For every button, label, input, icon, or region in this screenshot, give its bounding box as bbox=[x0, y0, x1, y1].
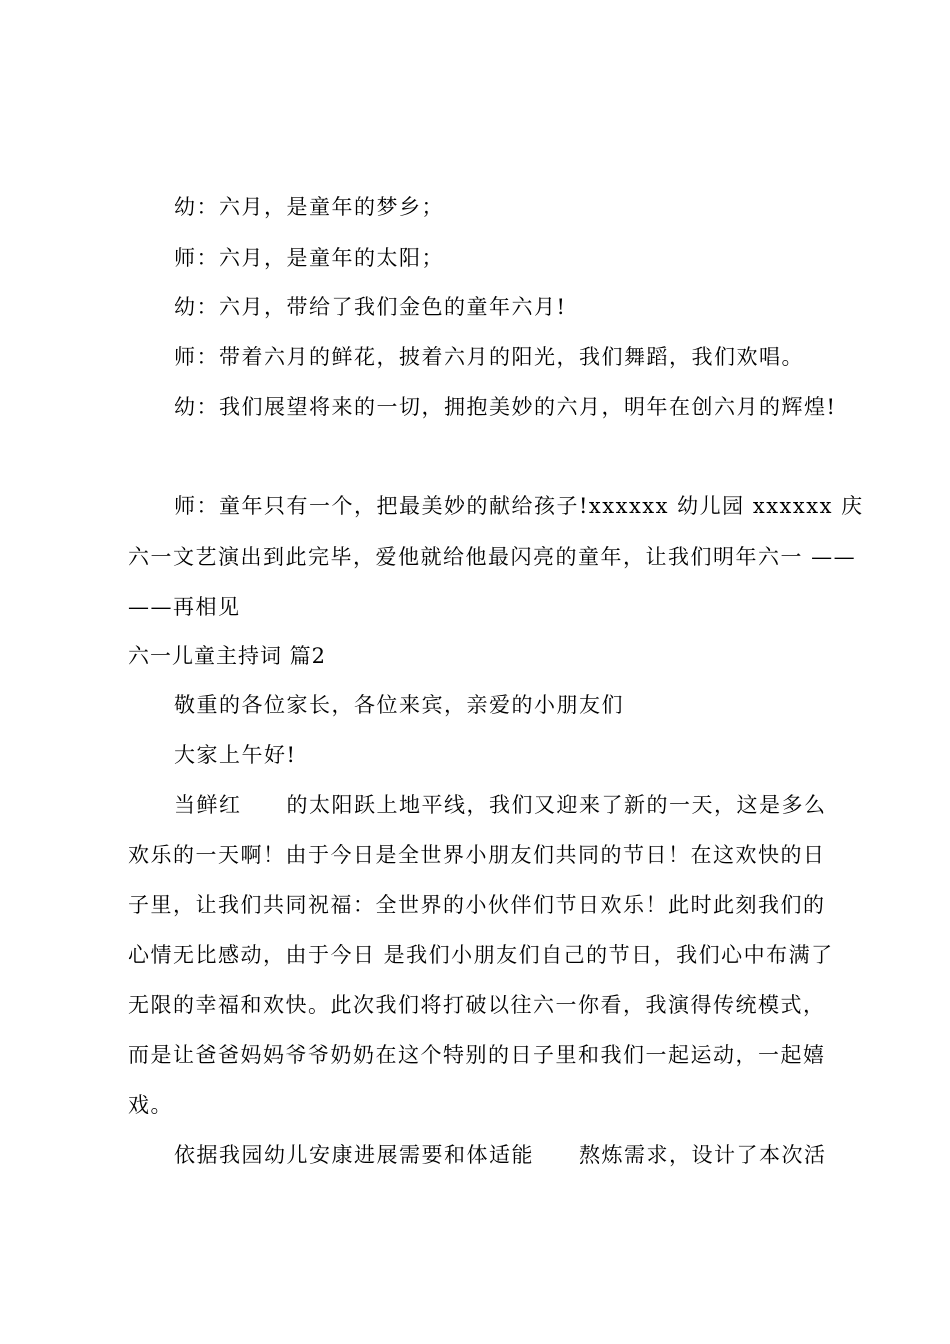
closing-line-2: 六一文艺演出到此完毕，爱他就给他最闪亮的童年，让我们明年六一 —— bbox=[128, 545, 857, 569]
paragraph-line: 戏。 bbox=[128, 1093, 173, 1117]
paragraph-line: 欢乐的一天啊！由于今日是全世界小朋友们共同的节日！在这欢快的日 bbox=[128, 843, 826, 867]
hello-line: 大家上午好! bbox=[174, 743, 297, 767]
paragraph-line: 心情无比感动，由于今日 是我们小朋友们自己的节日，我们心中布满了 bbox=[128, 943, 834, 967]
paragraph-2-line-1: 依据我园幼儿安康进展需要和体适能 熬炼需求，设计了本次活 bbox=[174, 1143, 827, 1167]
greeting-line: 敬重的各位家长，各位来宾，亲爱的小朋友们 bbox=[174, 693, 624, 717]
dialogue-line-1: 幼：六月，是童年的梦乡； bbox=[174, 195, 444, 219]
paragraph-line: 无限的幸福和欢快。此次我们将打破以往六一你看，我演得传统模式， bbox=[128, 993, 826, 1017]
closing-line-1: 师：童年只有一个，把最美妙的献给孩子!xxxxxx 幼儿园 xxxxxx 庆 bbox=[174, 494, 864, 518]
paragraph-line: 子里，让我们共同祝福：全世界的小伙伴们节日欢乐！此时此刻我们的 bbox=[128, 893, 826, 917]
section-heading: 六一儿童主持词 篇2 bbox=[128, 644, 327, 668]
dialogue-line-4: 师：带着六月的鲜花，披着六月的阳光，我们舞蹈，我们欢唱。 bbox=[174, 345, 804, 369]
dialogue-line-3: 幼：六月，带给了我们金色的童年六月! bbox=[174, 295, 567, 319]
dialogue-line-5: 幼：我们展望将来的一切，拥抱美妙的六月，明年在创六月的辉煌! bbox=[174, 395, 837, 419]
closing-line-3: ——再相见 bbox=[128, 595, 241, 619]
paragraph-line: 当鲜红 的太阳跃上地平线，我们又迎来了新的一天，这是多么 bbox=[174, 793, 827, 817]
paragraph-line: 而是让爸爸妈妈爷爷奶奶在这个特别的日子里和我们一起运动，一起嬉 bbox=[128, 1043, 826, 1067]
dialogue-line-2: 师：六月，是童年的太阳； bbox=[174, 246, 444, 270]
